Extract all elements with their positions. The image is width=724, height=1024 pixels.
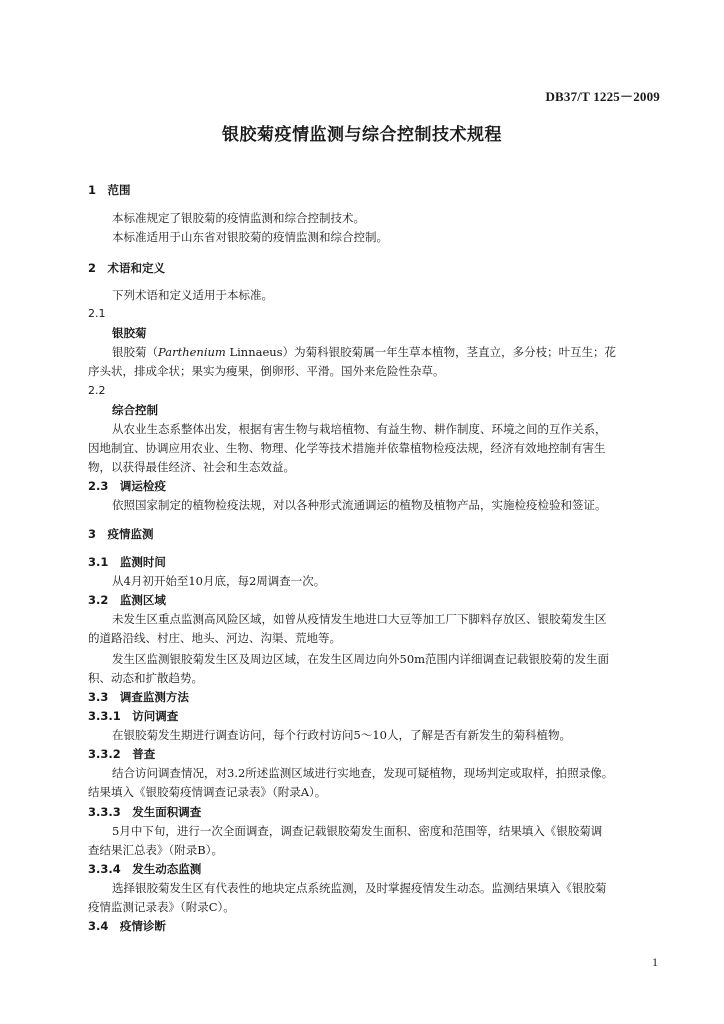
term-2-1-number: 2.1 [88,307,106,320]
section-3-2-heading: 3.2 监测区域 [88,593,166,607]
page-number: 1 [652,955,658,969]
section-2-intro: 下列术语和定义适用于本标准。 [112,288,273,302]
section-3-2-line-3: 发生区监测银胶菊发生区及周边区域，在发生区周边向外50m范围内详细调查记载银胶菊的发生面 [112,652,610,666]
section-3-3-2-heading: 3.3.2 普查 [88,747,156,761]
section-3-3-4-line-2: 疫情监测记录表》（附录C）。 [88,900,235,914]
section-1-heading: 1 范围 [88,183,131,197]
section-3-2-line-1: 未发生区重点监测高风险区域，如曾从疫情发生地进口大豆等加工厂下脚料存放区、银胶菊发生区 [112,612,607,626]
section-1-paragraph-2: 本标准适用于山东省对银胶菊的疫情监测和综合控制。 [112,230,388,244]
latin-genus-name: Parthenium [158,345,226,359]
section-3-3-2-line-1: 结合访问调查情况，对3.2所述监测区域进行实地查，发现可疑植物，现场判定或取样，拍照录像。 [112,766,614,780]
section-3-2-line-2: 的道路沿线、村庄、地头、河边、沟渠、荒地等。 [88,631,341,645]
section-3-1-heading: 3.1 监测时间 [88,555,166,569]
term-2-3-heading: 2.3 调运检疫 [88,479,166,493]
section-1-paragraph-1: 本标准规定了银胶菊的疫情监测和综合控制技术。 [112,211,365,225]
section-3-1-text: 从4月初开始至10月底，每2周调查一次。 [112,574,326,588]
term-2-1-definition-line-1: 银胶菊（Parthenium Linnaeus）为菊科银胶菊属一年生草本植物，茎直立，多分枝；叶互生；花 [112,345,617,359]
term-2-2-definition-line-3: 物，以获得最佳经济、社会和生态效益。 [88,460,295,474]
section-3-3-3-line-2: 查结果汇总表》（附录B）。 [88,843,223,857]
section-3-3-1-text: 在银胶菊发生期进行调查访问，每个行政村访问5～10人，了解是否有新发生的菊科植物。 [112,728,571,742]
section-3-3-2-line-2: 结果填入《银胶菊疫情调查记录表》（附录A）。 [88,785,327,799]
term-2-1-definition-line-2: 序头状，排成伞状；果实为瘦果，倒卵形、平滑。国外来危险性杂草。 [88,364,445,378]
term-2-2-definition-line-2: 因地制宜、协调应用农业、生物、物理、化学等技术措施并依靠植物检疫法规，经济有效地控制有害生 [88,441,606,455]
section-3-2-line-4: 积、动态和扩散趋势。 [88,671,203,685]
document-title: 银胶菊疫情监测与综合控制技术规程 [222,125,502,145]
standard-code: DB37/T 1225－2009 [545,89,660,104]
section-3-3-4-heading: 3.3.4 发生动态监测 [88,862,202,876]
section-3-4-heading: 3.4 疫情诊断 [88,919,166,933]
section-3-3-4-line-1: 选择银胶菊发生区有代表性的地块定点系统监测，及时掌握疫情发生动态。监测结果填入《银胶菊 [112,881,607,895]
section-3-3-3-line-1: 5月中下旬，进行一次全面调查，调查记载银胶菊发生面积、密度和范围等，结果填入《银胶菊调 [112,824,603,838]
term-2-3-definition: 依照国家制定的植物检疫法规，对以各种形式流通调运的植物及植物产品，实施检疫检验和签证。 [112,498,607,512]
section-3-3-heading: 3.3 调查监测方法 [88,690,189,704]
section-2-heading: 2 术语和定义 [88,261,166,275]
section-3-3-1-heading: 3.3.1 访问调查 [88,709,179,723]
term-2-2-number: 2.2 [88,384,106,397]
term-2-1-name: 银胶菊 [112,326,147,340]
section-3-3-3-heading: 3.3.3 发生面积调查 [88,805,202,819]
term-2-2-name: 综合控制 [112,403,158,417]
section-3-heading: 3 疫情监测 [88,527,154,541]
term-2-2-definition-line-1: 从农业生态系整体出发，根据有害生物与栽培植物、有益生物、耕作制度、环境之间的互作关系， [112,422,607,436]
